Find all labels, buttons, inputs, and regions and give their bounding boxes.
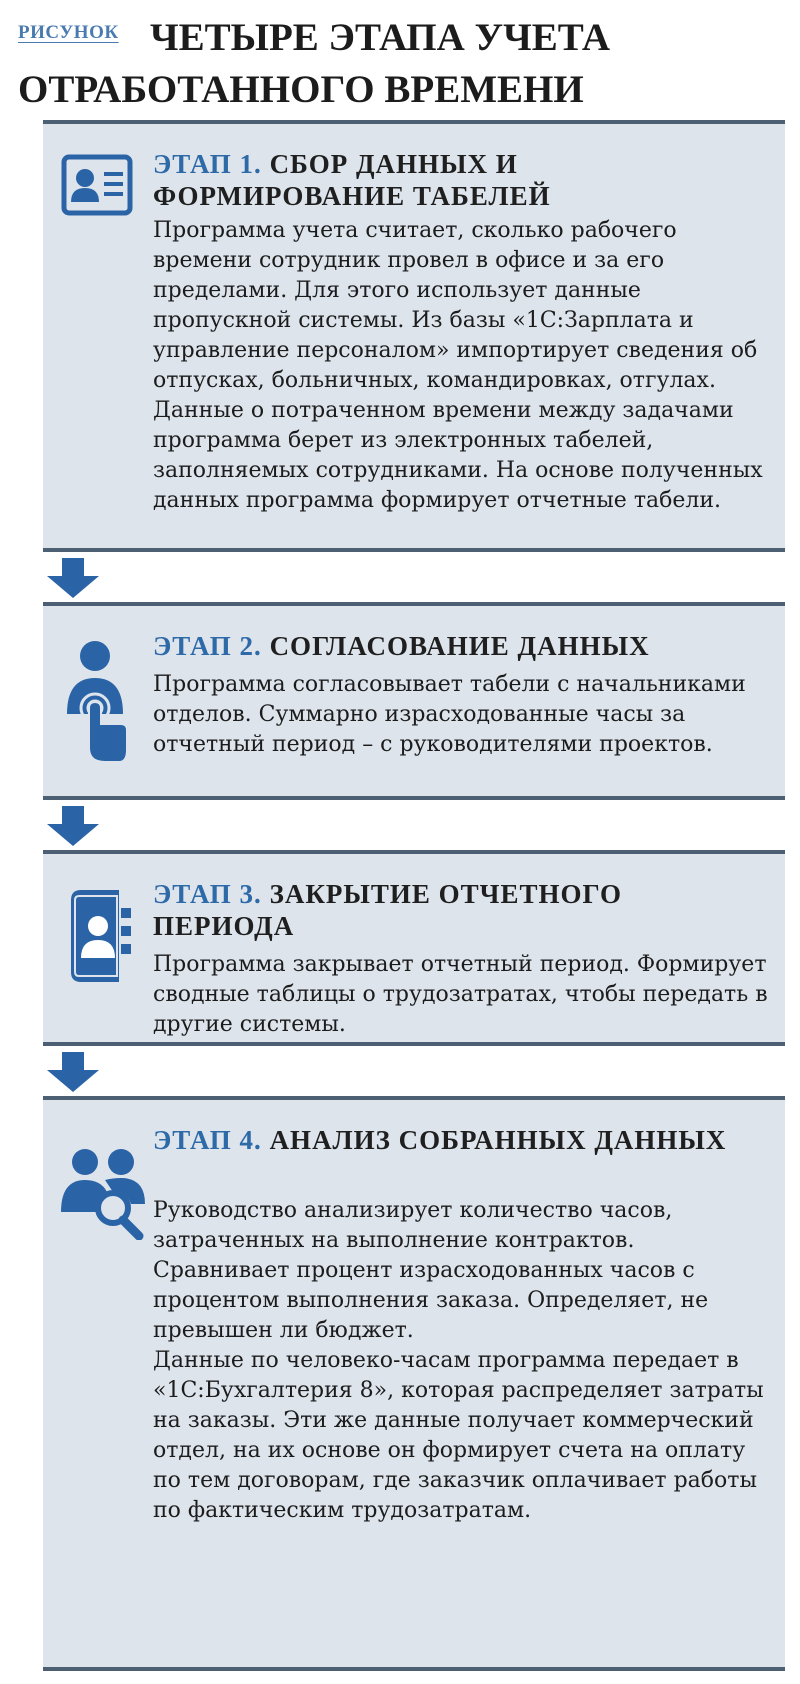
stage-1-name: СБОР ДАННЫХ И ФОРМИРОВАНИЕ ТАБЕЛЕЙ	[153, 149, 551, 211]
stage-4-heading	[153, 1124, 765, 1156]
stage-1-panel	[43, 120, 785, 552]
arrow-down-icon	[45, 804, 101, 852]
figure-label: РИСУНОК	[18, 22, 119, 43]
figure-title: ЧЕТЫРЕ ЭТАПА УЧЕТА ОТРАБОТАННОГО ВРЕМЕНИ	[18, 16, 610, 111]
stage-4-name: АНАЛИЗ СОБРАННЫХ ДАННЫХ	[269, 1125, 727, 1155]
address-book-icon	[61, 886, 137, 990]
people-search-icon	[61, 1140, 149, 1244]
stage-1-number: ЭТАП 1.	[153, 149, 262, 179]
stage-3-panel	[43, 850, 785, 1046]
stage-3-number: ЭТАП 3.	[153, 879, 262, 909]
stage-4-panel	[43, 1096, 785, 1671]
stage-2-heading	[153, 630, 765, 662]
stage-1-heading	[153, 148, 765, 212]
stage-4-text: Руководство анализирует количество часов, затраченных на выполнение контрактов. Сравнивает процент израсходованных часов с процентом выполнения заказа. Определяет, не превышен ли бюджет.	[153, 1198, 709, 1343]
stage-3-text: Программа закрывает отчетный период. Формирует сводные таблицы о трудозатратах, чтобы передать в другие системы.	[153, 952, 768, 1037]
id-card-icon	[61, 154, 133, 220]
stage-2-number: ЭТАП 2.	[153, 631, 262, 661]
stage-3-name: ЗАКРЫТИЕ ОТЧЕТНОГО ПЕРИОДА	[153, 879, 623, 941]
arrow-down-icon	[45, 1050, 101, 1098]
stage-2-text: Программа согласовывает табели с начальниками отделов. Суммарно израсходованные часы за отчетный период – с руководителями проектов.	[153, 672, 746, 757]
stage-2-name: СОГЛАСОВАНИЕ ДАННЫХ	[269, 631, 650, 661]
stage-4-text-2: Данные по человеко-часам программа передает в «1С:Бухгалтерия 8», которая распределяет затраты на заказы. Эти же данные получает коммерческий отдел, на их основе он формирует счета на оплату по тем договорам, где заказчик оплачивает работы по фактическим трудозатратам.	[153, 1348, 764, 1523]
stage-3-heading	[153, 878, 765, 942]
stage-4-number: ЭТАП 4.	[153, 1125, 262, 1155]
stage-1-text: Программа учета считает, сколько рабочего времени сотрудник провел в офисе и за его пределами. Для этого использует данные пропускной системы. Из базы «1С:Зарплата и управление персоналом» импортирует сведения об отпусках, больничных, командировках, отгулах. Данные о потраченном времени между задачами программа берет из электронных табелей, заполняемых сотрудниками. На основе полученных данных программа формирует отчетные табели.	[153, 218, 763, 513]
arrow-down-icon	[45, 556, 101, 604]
person-touch-icon	[61, 638, 133, 772]
stage-2-panel	[43, 602, 785, 800]
